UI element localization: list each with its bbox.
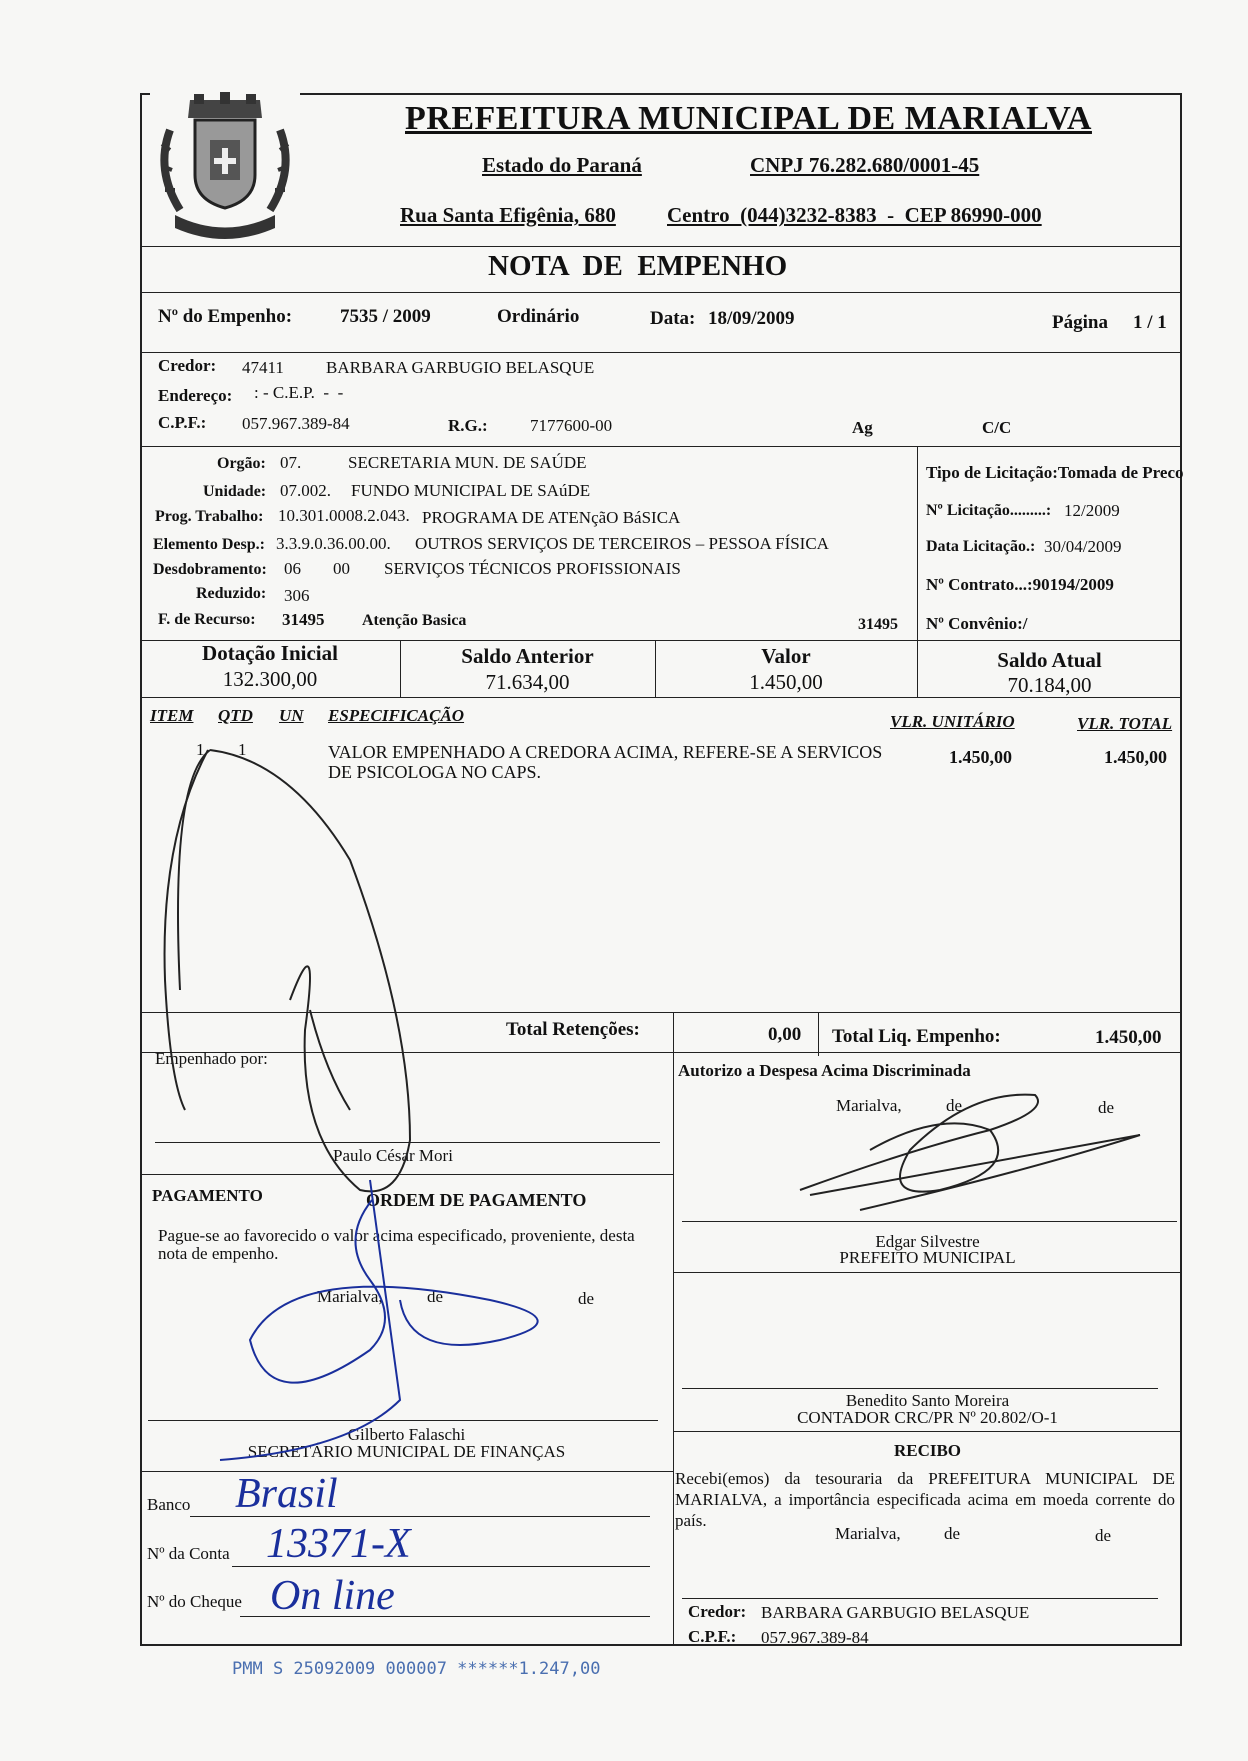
coat-of-arms-icon (150, 90, 300, 240)
empenho-number-label: Nº do Empenho: (158, 306, 293, 327)
liquido-value: 1.450,00 (1095, 1027, 1162, 1048)
pagamento-de-1: de (427, 1287, 444, 1306)
desdobramento-code2: 00 (333, 559, 350, 578)
item-number: 1 (196, 740, 205, 759)
valor-value: 1.450,00 (749, 670, 823, 694)
item-spec-line2: DE PSICOLOGA NO CAPS. (328, 762, 542, 782)
recurso-label: F. de Recurso: (158, 611, 256, 628)
liquido-label: Total Liq. Empenho: (832, 1026, 1001, 1047)
elemento-label: Elemento Desp.: (153, 536, 265, 553)
cnpj: CNPJ 76.282.680/0001-45 (750, 153, 980, 177)
recurso-code-2: 31495 (858, 616, 898, 633)
ag-label: Ag (852, 418, 873, 437)
credor-label: Credor: (158, 356, 217, 375)
credor-code: 47411 (242, 358, 284, 377)
item-unit-value: 1.450,00 (949, 747, 1012, 767)
cheque-label: Nº do Cheque (147, 1592, 242, 1611)
desdobramento-label: Desdobramento: (153, 561, 267, 578)
unidade-name: FUNDO MUNICIPAL DE SAúDE (351, 481, 591, 500)
district-phone-cep: Centro (044)3232-8383 - CEP 86990-000 (667, 203, 1042, 227)
autorizo-text: Autorizo a Despesa Acima Discriminada (678, 1061, 971, 1080)
valor-label: Valor (761, 644, 811, 668)
saldo-anterior-label: Saldo Anterior (461, 644, 594, 668)
recibo-text: Recebi(emos) da tesouraria da PREFEITURA MUNICIPAL DE MARIALVA, a importância especificada acima em moeda corrente do país. (675, 1469, 1175, 1530)
contrato: Nº Contrato...:90194/2009 (926, 575, 1114, 594)
pagamento-place: Marialva, (317, 1287, 383, 1306)
saldo-anterior-value: 71.634,00 (485, 670, 570, 694)
ordem-pagamento-label: ORDEM DE PAGAMENTO (366, 1190, 587, 1210)
licitacao-data: 30/04/2009 (1044, 537, 1122, 556)
credor-address: : - C.E.P. - - (254, 383, 344, 402)
desdobramento-code1: 06 (284, 559, 301, 578)
credor-name: BARBARA GARBUGIO BELASQUE (326, 358, 595, 377)
signature-scribbles-left (140, 720, 680, 1480)
rg-label: R.G.: (448, 416, 488, 435)
recibo-cpf: 057.967.389-84 (761, 1628, 869, 1647)
licitacao-numero-label: Nº Licitação.........: (926, 502, 1052, 519)
pagamento-label: PAGAMENTO (152, 1186, 263, 1205)
recibo-de-2: de (1095, 1526, 1112, 1545)
col-vlr-unitario: VLR. UNITÁRIO (890, 712, 1015, 731)
page-label: Página (1052, 312, 1108, 333)
cpf-label: C.P.F.: (158, 413, 207, 432)
licitacao-numero: 12/2009 (1064, 501, 1120, 520)
convenio: Nº Convênio:/ (926, 614, 1028, 633)
elemento-code: 3.3.9.0.36.00.00. (276, 534, 391, 553)
address-label: Endereço: (158, 386, 233, 405)
unidade-code: 07.002. (280, 481, 331, 500)
unidade-label: Unidade: (203, 483, 267, 500)
licitacao-data-label: Data Licitação.: (926, 538, 1036, 555)
col-especificacao: ESPECIFICAÇÃO (328, 706, 465, 725)
state-name: Estado do Paraná (482, 153, 642, 177)
signature-prefeito (790, 1090, 1150, 1230)
pagamento-de-2: de (578, 1289, 595, 1308)
empenhado-label: Empenhado por: (155, 1049, 268, 1068)
item-total-value: 1.450,00 (1104, 747, 1167, 767)
page-number: 1 / 1 (1133, 312, 1167, 333)
dotacao-label: Dotação Inicial (202, 641, 338, 665)
cpf: 057.967.389-84 (242, 414, 350, 433)
prog-label: Prog. Trabalho: (155, 508, 264, 525)
orgao-name: SECRETARIA MUN. DE SAÚDE (348, 453, 587, 472)
conta-handwritten: 13371-X (266, 1521, 411, 1567)
secretario-name: Gilberto Falaschi (347, 1425, 466, 1444)
autorizo-de-1: de (946, 1096, 963, 1115)
retencoes-label: Total Retenções: (506, 1019, 640, 1040)
secretario-title: SECRETÁRIO MUNICIPAL DE FINANÇAS (247, 1442, 566, 1461)
empenho-number: 7535 / 2009 (340, 306, 431, 327)
rg: 7177600-00 (530, 416, 613, 435)
item-qtd: 1 (238, 740, 247, 759)
address: Rua Santa Efigênia, 680 (400, 203, 616, 227)
recibo-credor: BARBARA GARBUGIO BELASQUE (761, 1603, 1030, 1622)
recurso-code: 31495 (282, 610, 325, 629)
autorizo-place: Marialva, (836, 1096, 902, 1115)
recibo-de-1: de (944, 1524, 961, 1543)
reduzido-label: Reduzido: (196, 585, 267, 602)
orgao-label: Orgão: (217, 455, 266, 472)
col-item: ITEM (150, 706, 194, 725)
elemento-name: OUTROS SERVIÇOS DE TERCEIROS – PESSOA FÍSICA (415, 534, 829, 553)
recibo-place: Marialva, (835, 1524, 901, 1543)
municipality-title: PREFEITURA MUNICIPAL DE MARIALVA (405, 100, 1092, 137)
saldo-atual-value: 70.184,00 (1007, 673, 1092, 697)
prefeito-name: Edgar Silvestre (875, 1232, 980, 1251)
prog-name: PROGRAMA DE ATENçãO BáSICA (422, 508, 681, 527)
prefeito-title: PREFEITO MUNICIPAL (839, 1248, 1016, 1267)
contador-name: Benedito Santo Moreira (845, 1391, 1010, 1410)
date-label: Data: (650, 308, 696, 329)
orgao-code: 07. (280, 453, 302, 472)
cc-label: C/C (982, 418, 1012, 437)
reduzido: 306 (284, 586, 310, 605)
saldo-atual-label: Saldo Atual (997, 648, 1102, 672)
prog-code: 10.301.0008.2.043. (278, 506, 410, 525)
col-qtd: QTD (218, 706, 253, 725)
col-un: UN (279, 706, 304, 725)
item-spec-line1: VALOR EMPENHADO A CREDORA ACIMA, REFERE-SE A SERVICOS (328, 742, 883, 762)
empenho-date: 18/09/2009 (708, 308, 795, 329)
cheque-handwritten: On line (270, 1573, 395, 1619)
licitacao-tipo: Tipo de Licitação:Tomada de Preco (926, 463, 1184, 482)
document-title: NOTA DE EMPENHO (488, 250, 788, 282)
empenho-type: Ordinário (497, 306, 580, 327)
conta-label: Nº da Conta (147, 1544, 230, 1563)
contador-title: CONTADOR CRC/PR Nº 20.802/O-1 (797, 1408, 1058, 1427)
retencoes-value: 0,00 (768, 1024, 802, 1045)
banco-label: Banco (147, 1495, 191, 1514)
dotacao-value: 132.300,00 (222, 667, 318, 691)
recurso-name: Atenção Basica (362, 612, 467, 629)
desdobramento-name: SERVIÇOS TÉCNICOS PROFISSIONAIS (384, 559, 681, 578)
pagamento-text: Pague-se ao favorecido o valor acima especificado, proveniente, desta nota de empenho. (158, 1226, 635, 1263)
col-vlr-total: VLR. TOTAL (1077, 714, 1173, 733)
banco-handwritten: Brasil (235, 1471, 338, 1517)
autorizo-de-2: de (1098, 1098, 1115, 1117)
machine-stamp: PMM S 25092009 000007 ******1.247,00 (232, 1659, 601, 1679)
recibo-cpf-label: C.P.F.: (688, 1627, 737, 1646)
empenhado-name: Paulo César Mori (333, 1146, 453, 1165)
recibo-credor-label: Credor: (688, 1602, 747, 1621)
recibo-label: RECIBO (893, 1441, 962, 1460)
